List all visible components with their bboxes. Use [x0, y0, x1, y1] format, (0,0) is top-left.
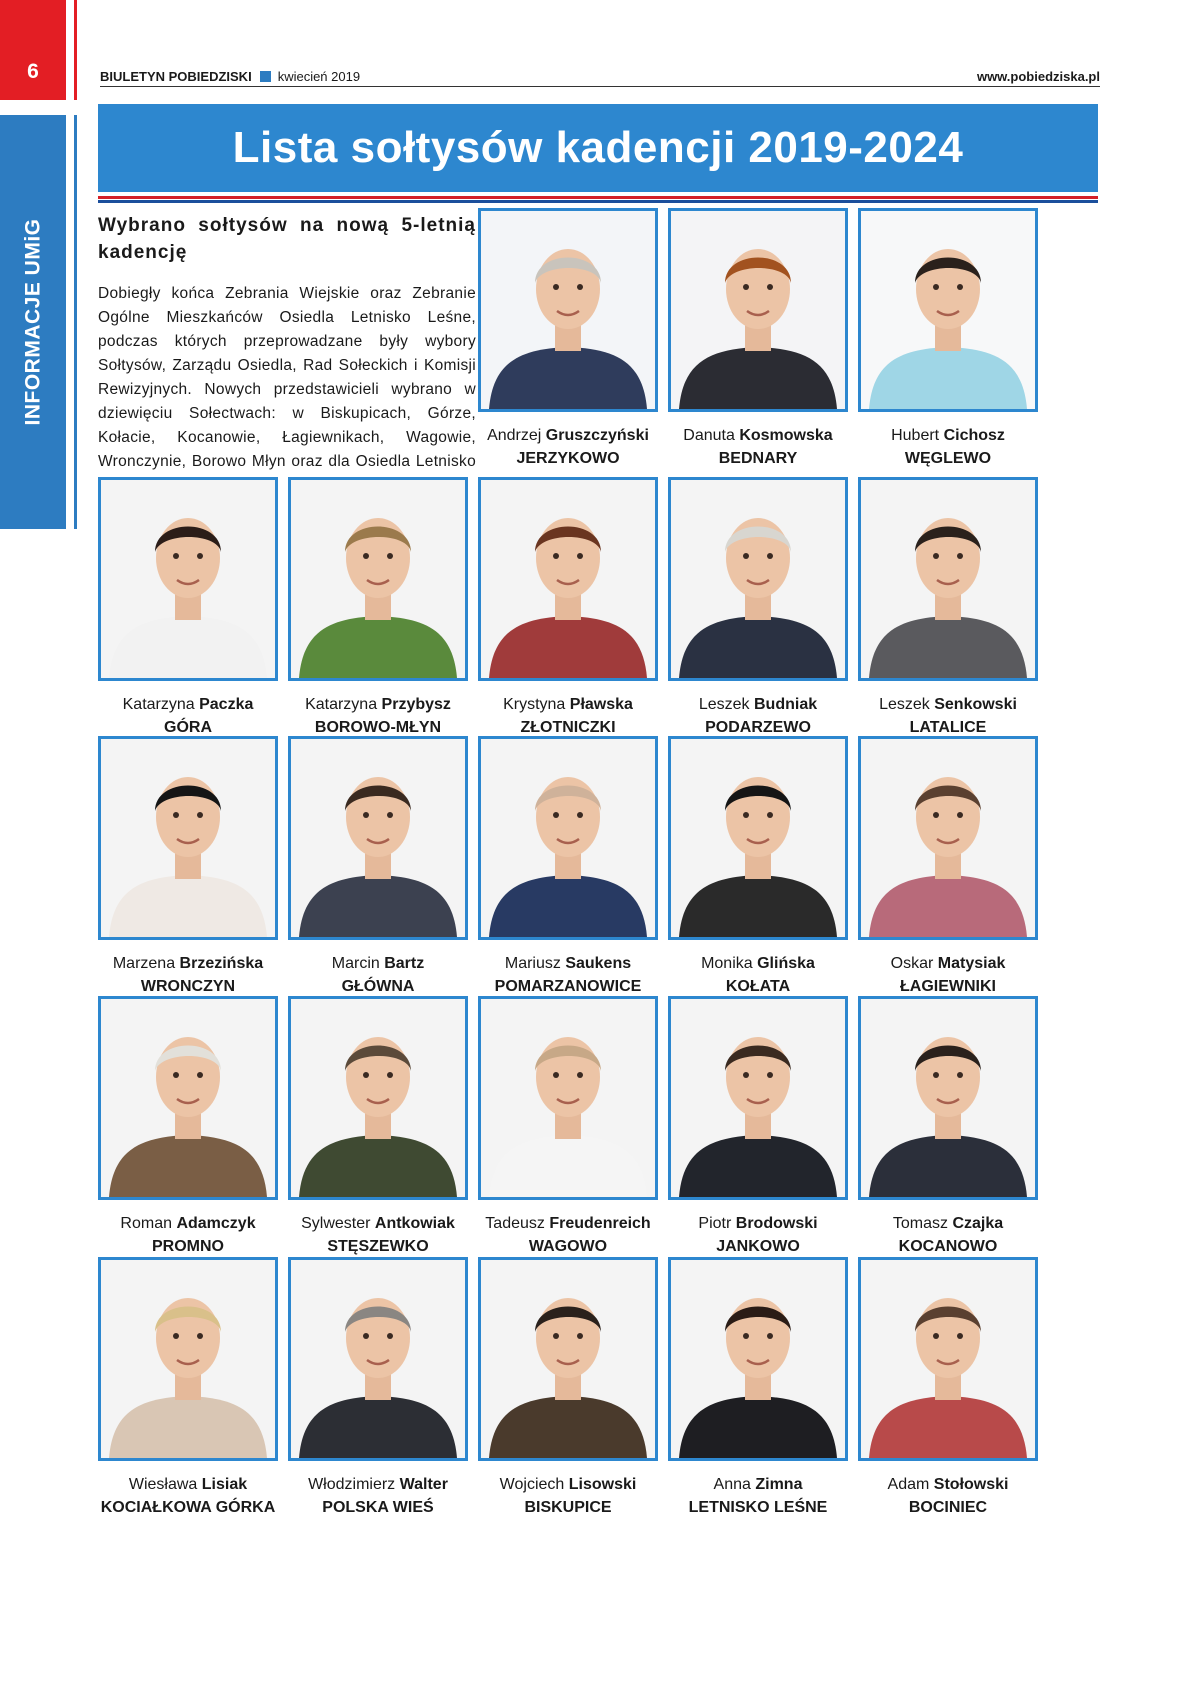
soltys-caption: [98, 693, 278, 739]
portrait-icon: [481, 480, 655, 678]
soltys-village: LATALICE: [909, 719, 987, 736]
soltys-name: [478, 693, 658, 716]
soltys-last-name: Gruszczyński: [545, 427, 649, 444]
soltys-village: GÓRA: [164, 719, 212, 736]
portrait-icon: [291, 999, 465, 1197]
soltys-name: [858, 1212, 1038, 1235]
soltys-photo: [288, 477, 468, 681]
soltys-first-name: Katarzyna: [305, 696, 382, 713]
soltys-last-name: Lisowski: [568, 1476, 637, 1493]
soltys-first-name: Leszek: [879, 696, 935, 713]
soltys-card: [478, 208, 658, 470]
soltys-name: [478, 1473, 658, 1496]
soltys-card: [478, 996, 658, 1258]
soltys-first-name: Monika: [701, 955, 758, 972]
soltys-first-name: Sylwester: [301, 1215, 375, 1232]
portrait-icon: [861, 480, 1035, 678]
soltys-village: ŁAGIEWNIKI: [900, 978, 996, 995]
soltys-first-name: Marzena: [112, 955, 180, 972]
soltys-first-name: Andrzej: [487, 427, 546, 444]
soltys-card: [478, 736, 658, 998]
soltys-name: [98, 693, 278, 716]
soltys-last-name: Przybysz: [381, 696, 451, 713]
soltys-photo: [478, 208, 658, 412]
portrait-icon: [861, 211, 1035, 409]
soltys-first-name: Adam: [887, 1476, 934, 1493]
soltys-photo: [98, 477, 278, 681]
soltys-village: LETNISKO LEŚNE: [688, 1499, 828, 1516]
soltys-card: [668, 1257, 848, 1519]
soltys-village: GŁÓWNA: [341, 978, 415, 995]
portrait-icon: [671, 211, 845, 409]
page-number: [0, 0, 66, 100]
soltys-name: [98, 1473, 278, 1496]
soltys-caption: [478, 1212, 658, 1258]
soltys-first-name: Oskar: [890, 955, 938, 972]
portrait-icon: [101, 739, 275, 937]
soltys-last-name: Adamczyk: [176, 1215, 256, 1232]
soltys-first-name: Marcin: [331, 955, 385, 972]
soltys-last-name: Brzezińska: [179, 955, 264, 972]
soltys-photo: [858, 208, 1038, 412]
soltys-last-name: Matysiak: [937, 955, 1006, 972]
website-link[interactable]: www.pobiedziska.pl: [976, 68, 1100, 84]
soltys-first-name: Katarzyna: [122, 696, 200, 713]
portrait-icon: [861, 999, 1035, 1197]
soltys-first-name: Leszek: [698, 696, 754, 713]
soltys-photo: [668, 996, 848, 1200]
soltys-first-name: Wojciech: [499, 1476, 569, 1493]
soltys-name: [858, 693, 1038, 716]
soltys-last-name: Freudenreich: [549, 1215, 651, 1232]
soltys-caption: [98, 952, 278, 998]
soltys-name: [478, 1212, 658, 1235]
soltys-last-name: Senkowski: [934, 696, 1017, 713]
page-title: Lista sołtysów kadencji 2019-2024: [232, 123, 964, 172]
soltys-village: BOROWO-MŁYN: [314, 719, 442, 736]
soltys-card: [858, 736, 1038, 998]
portrait-icon: [101, 480, 275, 678]
soltys-village: WAGOWO: [528, 1238, 608, 1255]
publication-name: BIULETYN POBIEDZISKI: [100, 68, 252, 84]
intro-article: [98, 212, 476, 498]
soltys-last-name: Cichosz: [943, 427, 1005, 444]
portrait-icon: [101, 999, 275, 1197]
soltys-last-name: Paczka: [199, 696, 254, 713]
soltys-name: [288, 952, 468, 975]
red-margin-line: [74, 0, 77, 100]
soltys-last-name: Antkowiak: [374, 1215, 455, 1232]
soltys-card: [668, 996, 848, 1258]
soltys-first-name: Włodzimierz: [308, 1476, 400, 1493]
portrait-icon: [481, 1260, 655, 1458]
soltys-last-name: Walter: [399, 1476, 448, 1493]
soltys-last-name: Saukens: [565, 955, 632, 972]
portrait-icon: [101, 1260, 275, 1458]
soltys-caption: [668, 952, 848, 998]
soltys-village: BEDNARY: [718, 450, 798, 467]
portrait-icon: [861, 739, 1035, 937]
soltys-village: JERZYKOWO: [516, 450, 620, 467]
soltys-last-name: Czajka: [952, 1215, 1004, 1232]
soltys-caption: [858, 952, 1038, 998]
soltys-card: [478, 1257, 658, 1519]
soltys-caption: [478, 424, 658, 470]
soltys-photo: [858, 1257, 1038, 1461]
soltys-caption: [668, 424, 848, 470]
intro-body: Dobiegły końca Zebrania Wiejskie oraz Zebranie Ogólne Mieszkańców Osiedla Letnisko Leśne, podczas których przeprowadzane były wybory Sołtysów, Zarządu Osiedla, Rad Sołeckich i Komisji Rewizyjnych. Nowych przedstawicieli wybrano w dziewięciu Sołectwach: w Biskupicach, Górze, Kołacie, Kocanowie, Łagiewnikach, Wagowie, Wronczynie, Borowo Młyn oraz dla Osiedla Letnisko: [98, 285, 476, 470]
soltys-name: [288, 1473, 468, 1496]
soltys-caption: [98, 1212, 278, 1258]
title-blue-stripe: [98, 200, 1098, 203]
soltys-last-name: Zimna: [755, 1476, 803, 1493]
soltys-caption: [98, 1473, 278, 1519]
soltys-caption: [858, 424, 1038, 470]
soltys-name: [858, 952, 1038, 975]
soltys-village: BISKUPICE: [524, 1499, 612, 1516]
soltys-name: [858, 1473, 1038, 1496]
soltys-name: [478, 952, 658, 975]
soltys-card: [668, 477, 848, 739]
soltys-village: KOCIAŁKOWA GÓRKA: [100, 1499, 276, 1516]
soltys-caption: [668, 1473, 848, 1519]
soltys-card: [858, 996, 1038, 1258]
soltys-card: [288, 736, 468, 998]
soltys-card: [858, 208, 1038, 470]
soltys-village: JANKOWO: [716, 1238, 800, 1255]
soltys-name: [668, 952, 848, 975]
portrait-icon: [291, 480, 465, 678]
soltys-name: [98, 1212, 278, 1235]
soltys-name: [668, 693, 848, 716]
soltys-village: KOŁATA: [725, 978, 791, 995]
soltys-caption: [288, 1212, 468, 1258]
soltys-caption: [288, 1473, 468, 1519]
soltys-name: [288, 1212, 468, 1235]
portrait-icon: [861, 1260, 1035, 1458]
soltys-last-name: Stołowski: [933, 1476, 1009, 1493]
soltys-photo: [478, 477, 658, 681]
soltys-name: [288, 693, 468, 716]
soltys-card: [288, 1257, 468, 1519]
intro-heading: Wybrano sołtysów na nową 5-letnią kadencję: [98, 215, 476, 263]
soltys-card: [668, 208, 848, 470]
soltys-name: [478, 424, 658, 447]
soltys-last-name: Pławska: [569, 696, 633, 713]
soltys-first-name: Roman: [120, 1215, 177, 1232]
soltys-name: [668, 1473, 848, 1496]
soltys-village: KOCANOWO: [898, 1238, 998, 1255]
soltys-first-name: Tomasz: [892, 1215, 953, 1232]
soltys-caption: [668, 1212, 848, 1258]
soltys-card: [858, 477, 1038, 739]
soltys-card: [98, 996, 278, 1258]
soltys-first-name: Krystyna: [503, 696, 570, 713]
soltys-last-name: Glińska: [757, 955, 815, 972]
soltys-first-name: Danuta: [683, 427, 740, 444]
soltys-first-name: Wiesława: [128, 1476, 202, 1493]
soltys-caption: [858, 1473, 1038, 1519]
soltys-caption: [858, 1212, 1038, 1258]
header-square-icon: [260, 71, 271, 82]
portrait-icon: [671, 480, 845, 678]
soltys-last-name: Budniak: [754, 696, 818, 713]
soltys-card: [98, 736, 278, 998]
soltys-village: BOCINIEC: [908, 1499, 988, 1516]
soltys-card: [668, 736, 848, 998]
soltys-photo: [668, 1257, 848, 1461]
soltys-last-name: Bartz: [384, 955, 425, 972]
soltys-photo: [288, 1257, 468, 1461]
soltys-name: [858, 424, 1038, 447]
blue-margin-line: [74, 115, 77, 529]
soltys-name: [668, 1212, 848, 1235]
soltys-first-name: Mariusz: [504, 955, 566, 972]
soltys-village: WRONCZYN: [140, 978, 236, 995]
issue-date: kwiecień 2019: [277, 68, 361, 84]
soltys-village: STĘSZEWKO: [327, 1238, 429, 1255]
portrait-icon: [671, 739, 845, 937]
soltys-photo: [288, 736, 468, 940]
soltys-photo: [668, 208, 848, 412]
soltys-caption: [478, 1473, 658, 1519]
section-side-tab: [0, 115, 66, 529]
soltys-village: ZŁOTNICZKI: [520, 719, 616, 736]
soltys-first-name: Piotr: [698, 1215, 736, 1232]
soltys-village: WĘGLEWO: [904, 450, 992, 467]
portrait-icon: [671, 999, 845, 1197]
running-header: [100, 66, 1100, 87]
soltys-village: POMARZANOWICE: [494, 978, 642, 995]
soltys-photo: [288, 996, 468, 1200]
soltys-village: PODARZEWO: [705, 719, 811, 736]
portrait-icon: [481, 739, 655, 937]
soltys-photo: [98, 736, 278, 940]
soltys-photo: [478, 736, 658, 940]
soltys-last-name: Lisiak: [201, 1476, 248, 1493]
portrait-icon: [291, 739, 465, 937]
soltys-photo: [98, 996, 278, 1200]
soltys-photo: [858, 736, 1038, 940]
soltys-card: [288, 477, 468, 739]
section-side-tab-label: INFORMACJE UMiG: [21, 218, 44, 426]
portrait-icon: [291, 1260, 465, 1458]
soltys-photo: [668, 477, 848, 681]
portrait-icon: [481, 999, 655, 1197]
portrait-icon: [671, 1260, 845, 1458]
page-number-text: 6: [27, 60, 39, 83]
soltys-card: [98, 1257, 278, 1519]
title-red-stripe: [98, 196, 1098, 199]
soltys-last-name: Brodowski: [735, 1215, 818, 1232]
soltys-caption: [288, 693, 468, 739]
soltys-caption: [668, 693, 848, 739]
soltys-caption: [858, 693, 1038, 739]
soltys-caption: [288, 952, 468, 998]
soltys-first-name: Hubert: [891, 427, 944, 444]
soltys-first-name: Tadeusz: [485, 1215, 550, 1232]
soltys-photo: [858, 996, 1038, 1200]
soltys-card: [98, 477, 278, 739]
soltys-card: [478, 477, 658, 739]
soltys-photo: [98, 1257, 278, 1461]
portrait-icon: [481, 211, 655, 409]
soltys-photo: [858, 477, 1038, 681]
soltys-first-name: Anna: [713, 1476, 756, 1493]
soltys-caption: [478, 693, 658, 739]
soltys-photo: [478, 1257, 658, 1461]
soltys-name: [668, 424, 848, 447]
soltys-card: [858, 1257, 1038, 1519]
soltys-photo: [668, 736, 848, 940]
soltys-village: POLSKA WIEŚ: [322, 1499, 434, 1516]
soltys-name: [98, 952, 278, 975]
title-banner: [98, 104, 1098, 192]
soltys-card: [288, 996, 468, 1258]
soltys-last-name: Kosmowska: [739, 427, 833, 444]
soltys-photo: [478, 996, 658, 1200]
soltys-village: PROMNO: [152, 1238, 224, 1255]
soltys-caption: [478, 952, 658, 998]
